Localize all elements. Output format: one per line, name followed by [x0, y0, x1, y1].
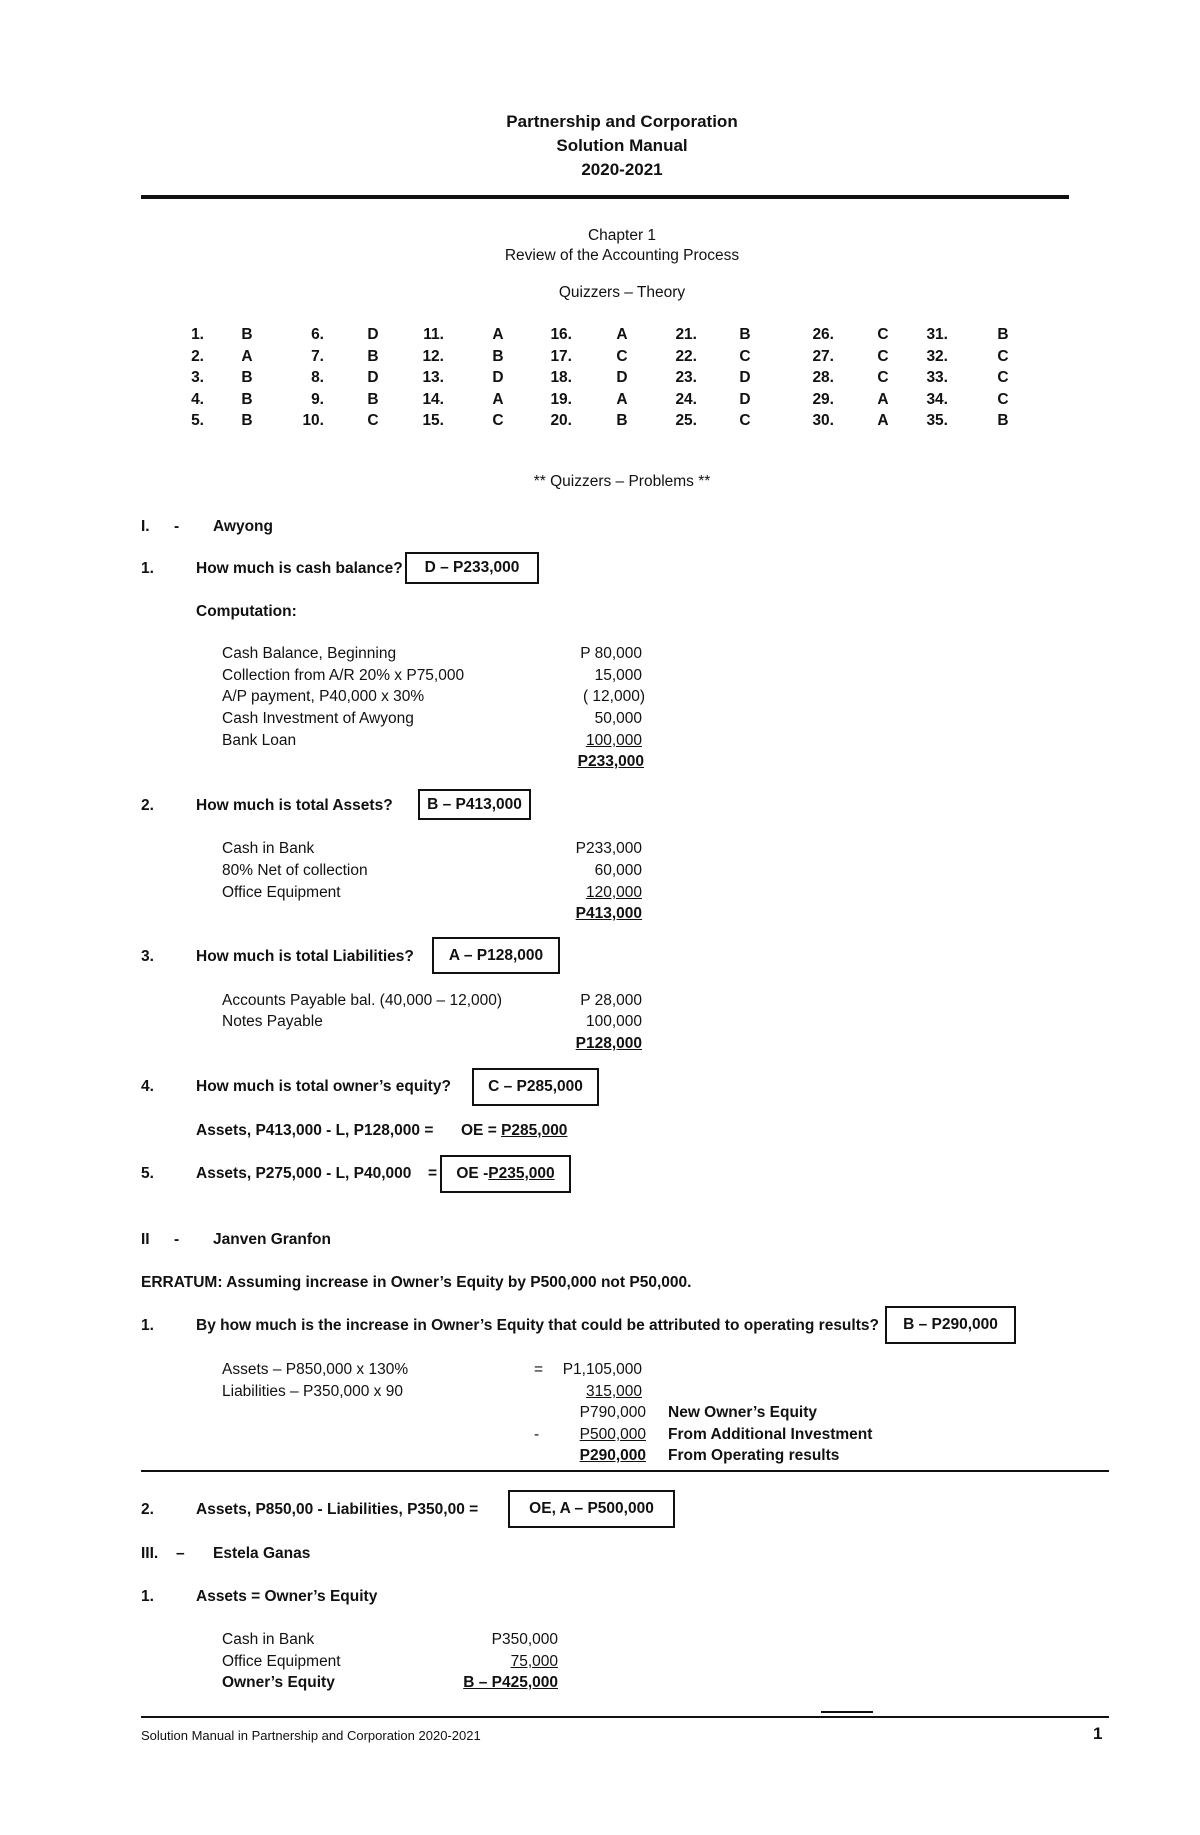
answer-letter: D: [739, 369, 751, 386]
answer-number: 22.: [675, 348, 697, 365]
q2-number: 2.: [141, 797, 154, 814]
answer-number: 18.: [550, 369, 572, 386]
answer-letter: C: [997, 348, 1009, 365]
q2-row-label: Cash in Bank: [222, 840, 315, 857]
q4-equation: Assets, P413,000 - L, P128,000 =: [196, 1122, 434, 1139]
answer-letter: A: [616, 391, 628, 408]
liabilities-value: 315,000: [585, 1383, 642, 1400]
answer-number: 9.: [311, 391, 324, 408]
p3-row-label: Office Equipment: [222, 1653, 341, 1670]
q5-answer-box: OE - P235,000: [440, 1155, 571, 1193]
answer-number: 21.: [675, 326, 697, 343]
q2-answer-box: B – P413,000: [418, 789, 531, 820]
p3-q1-number: 1.: [141, 1588, 154, 1605]
p2-q1-answer-box: B – P290,000: [885, 1306, 1016, 1344]
problems-heading: ** Quizzers – Problems **: [533, 473, 711, 490]
answer-letter: B: [492, 348, 504, 365]
answer-number: 32.: [926, 348, 948, 365]
answer-letter: A: [877, 412, 889, 429]
answer-letter: B: [367, 391, 379, 408]
footer-rule: [141, 1716, 1109, 1718]
answer-letter: B: [616, 412, 628, 429]
answer-letter: C: [877, 369, 889, 386]
p3-row-label: Cash in Bank: [222, 1631, 315, 1648]
q1-row-label: Cash Balance, Beginning: [222, 645, 397, 662]
answer-letter: C: [739, 348, 751, 365]
q1-row-value: ( 12,000): [582, 688, 645, 705]
answer-letter: B: [997, 412, 1009, 429]
answer-number: 1.: [191, 326, 204, 343]
q2-row-value: 120,000: [585, 884, 642, 901]
answer-number: 11.: [423, 326, 444, 343]
answer-letter: D: [367, 369, 379, 386]
problem-2-number: II: [141, 1231, 150, 1248]
footer-mark: [821, 1711, 873, 1713]
answer-number: 2.: [191, 348, 204, 365]
theory-heading: Quizzers – Theory: [558, 284, 686, 301]
new-oe-value: P790,000: [579, 1404, 646, 1421]
answer-letter: B: [241, 326, 253, 343]
answer-number: 16.: [550, 326, 572, 343]
answer-number: 29.: [812, 391, 834, 408]
q1-row-label: Bank Loan: [222, 732, 297, 749]
answer-number: 3.: [191, 369, 204, 386]
p3-row-value: P350,000: [491, 1631, 558, 1648]
answer-number: 10.: [302, 412, 324, 429]
chapter-title: Review of the Accounting Process: [504, 247, 740, 264]
answer-letter: A: [492, 326, 504, 343]
q3-row-label: Accounts Payable bal. (40,000 – 12,000): [222, 992, 503, 1009]
q1-row-value: 50,000: [594, 710, 642, 727]
answer-number: 28.: [812, 369, 834, 386]
answer-letter: D: [616, 369, 628, 386]
answer-letter: D: [492, 369, 504, 386]
q3-answer-box: A – P128,000: [432, 937, 560, 974]
erratum-note: ERRATUM: Assuming increase in Owner’s Equity by P500,000 not P50,000.: [141, 1274, 692, 1291]
additional-investment-value: P500,000: [579, 1426, 646, 1443]
header-rule: [141, 195, 1069, 199]
problem-1-number: I.: [141, 518, 150, 535]
answer-number: 34.: [926, 391, 948, 408]
operating-results-label: From Operating results: [668, 1447, 840, 1464]
problem-1-dash: -: [174, 518, 180, 535]
q1-row-value: 15,000: [594, 667, 642, 684]
page-number: 1: [1093, 1724, 1103, 1743]
answer-number: 24.: [675, 391, 697, 408]
answer-number: 30.: [812, 412, 834, 429]
answer-number: 27.: [812, 348, 834, 365]
q2-total: P413,000: [575, 905, 642, 922]
p2-q2-number: 2.: [141, 1501, 154, 1518]
answer-letter: D: [367, 326, 379, 343]
answer-number: 25.: [675, 412, 697, 429]
q5-number: 5.: [141, 1165, 154, 1182]
q2-row-label: Office Equipment: [222, 884, 341, 901]
problem-3-name: Estela Ganas: [213, 1545, 311, 1562]
answer-letter: B: [739, 326, 751, 343]
assets-value: P1,105,000: [562, 1361, 642, 1378]
section-divider: [141, 1470, 1109, 1472]
answer-letter: A: [877, 391, 889, 408]
answer-number: 13.: [422, 369, 444, 386]
q5-equation: Assets, P275,000 - L, P40,000: [196, 1165, 412, 1182]
p3-row-value: 75,000: [510, 1653, 558, 1670]
q1-row-label: A/P payment, P40,000 x 30%: [222, 688, 425, 705]
p2-q1-question: By how much is the increase in Owner’s Equity that could be attributed to operating results?: [196, 1317, 879, 1334]
answer-letter: D: [739, 391, 751, 408]
answer-number: 12.: [422, 348, 444, 365]
q4-answer-box: C – P285,000: [472, 1068, 599, 1106]
liabilities-line: Liabilities – P350,000 x 90: [222, 1383, 403, 1400]
q3-question: How much is total Liabilities?: [196, 948, 414, 965]
answer-letter: C: [616, 348, 628, 365]
q3-row-value: P 28,000: [580, 992, 642, 1009]
answer-number: 17.: [550, 348, 572, 365]
answer-number: 6.: [311, 326, 324, 343]
answer-letter: C: [492, 412, 504, 429]
q2-row-label: 80% Net of collection: [222, 862, 368, 879]
answer-letter: B: [241, 369, 253, 386]
q3-total: P128,000: [575, 1035, 642, 1052]
operating-results-value: P290,000: [579, 1447, 646, 1464]
q1-question: How much is cash balance?: [196, 560, 403, 577]
answer-number: 14.: [422, 391, 444, 408]
answer-number: 33.: [926, 369, 948, 386]
q2-question: How much is total Assets?: [196, 797, 393, 814]
answer-letter: C: [367, 412, 379, 429]
p3-total: B – P425,000: [463, 1674, 558, 1691]
problem-2-dash: -: [174, 1231, 180, 1248]
answer-letter: A: [241, 348, 253, 365]
answer-letter: A: [616, 326, 628, 343]
answer-number: 5.: [191, 412, 204, 429]
answer-letter: C: [997, 391, 1009, 408]
answer-letter: B: [997, 326, 1009, 343]
answer-letter: B: [241, 412, 253, 429]
answer-number: 15.: [422, 412, 444, 429]
chapter-number: Chapter 1: [587, 227, 657, 244]
computation-label: Computation:: [196, 603, 297, 620]
answer-letter: B: [367, 348, 379, 365]
q1-row-label: Collection from A/R 20% x P75,000: [222, 667, 465, 684]
answer-number: 7.: [311, 348, 324, 365]
answer-number: 23.: [675, 369, 697, 386]
q4-question: How much is total owner’s equity?: [196, 1078, 451, 1095]
p3-q1-equation: Assets = Owner’s Equity: [196, 1588, 378, 1605]
p3-row-label: Owner’s Equity: [222, 1674, 335, 1691]
footer-text: Solution Manual in Partnership and Corporation 2020-2021: [141, 1728, 481, 1743]
answer-number: 8.: [311, 369, 324, 386]
q2-row-value: 60,000: [594, 862, 642, 879]
q3-number: 3.: [141, 948, 154, 965]
q1-row-label: Cash Investment of Awyong: [222, 710, 414, 727]
q4-number: 4.: [141, 1078, 154, 1095]
answer-number: 20.: [550, 412, 572, 429]
doc-year: 2020-2021: [581, 160, 663, 179]
answer-number: 4.: [191, 391, 204, 408]
p2-q2-equation: Assets, P850,00 - Liabilities, P350,00 =: [196, 1501, 479, 1518]
answer-letter: C: [739, 412, 751, 429]
new-oe-label: New Owner’s Equity: [668, 1404, 818, 1421]
equals-sign: =: [534, 1361, 544, 1378]
doc-subtitle: Solution Manual: [556, 136, 688, 155]
q5-equals: =: [428, 1165, 438, 1182]
answer-number: 31.: [926, 326, 948, 343]
problem-2-name: Janven Granfon: [213, 1231, 331, 1248]
doc-title: Partnership and Corporation: [506, 112, 738, 131]
answer-letter: C: [997, 369, 1009, 386]
q1-row-value: 100,000: [585, 732, 642, 749]
answer-number: 35.: [926, 412, 948, 429]
assets-line: Assets – P850,000 x 130%: [222, 1361, 409, 1378]
answer-letter: C: [877, 348, 889, 365]
answer-letter: A: [492, 391, 504, 408]
q4-oe-label: OE = P285,000: [461, 1122, 568, 1139]
q1-row-value: P 80,000: [580, 645, 642, 662]
answer-letter: B: [241, 391, 253, 408]
problem-3-dash: –: [176, 1545, 185, 1562]
p2-q2-answer-box: OE, A – P500,000: [508, 1490, 675, 1528]
answer-number: 26.: [812, 326, 834, 343]
q3-row-value: 100,000: [585, 1013, 642, 1030]
p2-q1-number: 1.: [141, 1317, 154, 1334]
answer-letter: C: [877, 326, 889, 343]
problem-3-number: III.: [141, 1545, 159, 1562]
minus-sign: -: [534, 1426, 540, 1443]
q3-row-label: Notes Payable: [222, 1013, 323, 1030]
q1-total: P233,000: [577, 753, 644, 770]
q2-row-value: P233,000: [575, 840, 642, 857]
problem-1-name: Awyong: [213, 518, 273, 535]
q1-number: 1.: [141, 560, 154, 577]
additional-investment-label: From Additional Investment: [668, 1426, 873, 1443]
q1-answer-box: D – P233,000: [405, 552, 539, 584]
answer-number: 19.: [550, 391, 572, 408]
